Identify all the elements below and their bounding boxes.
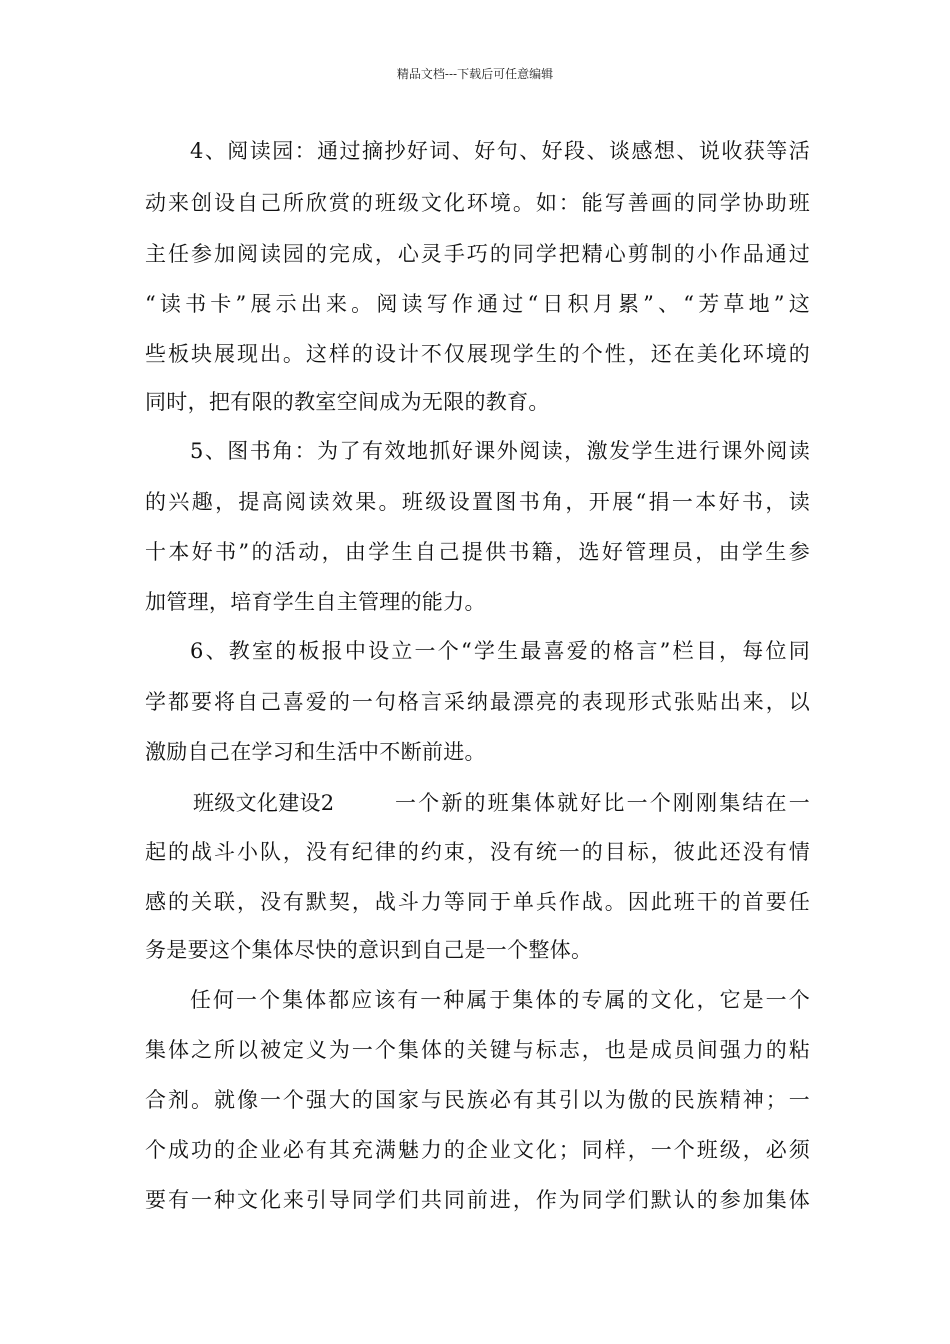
section-heading: 班级文化建设2 [193, 791, 335, 815]
paragraph-line: 感的关联，没有默契，战斗力等同于单兵作战。因此班干的首要任 [145, 890, 810, 914]
paragraph-line: 的兴趣，提高阅读效果。班级设置图书角，开展“捐一本好书，读 [145, 490, 810, 514]
paragraph-line: 同时，把有限的教室空间成为无限的教育。 [145, 390, 550, 414]
paragraph-line: 集体之所以被定义为一个集体的关键与标志，也是成员间强力的粘 [145, 1038, 810, 1062]
paragraph-line: 务是要这个集体尽快的意识到自己是一个整体。 [145, 938, 593, 962]
paragraph-line: 起的战斗小队，没有纪律的约束，没有统一的目标，彼此还没有情 [145, 840, 810, 864]
paragraph-line: 要有一种文化来引导同学们共同前进，作为同学们默认的参加集体 [145, 1188, 810, 1212]
paragraph-line: 加管理，培育学生自主管理的能力。 [145, 590, 486, 614]
page-header: 精品文档---下载后可任意编辑 [396, 67, 554, 81]
paragraph-line: 主任参加阅读园的完成，心灵手巧的同学把精心剪制的小作品通过 [145, 242, 810, 266]
paragraph-line: 5、图书角：为了有效地抓好课外阅读，激发学生进行课外阅读 [190, 439, 810, 463]
paragraph-line: 动来创设自己所欣赏的班级文化环境。如：能写善画的同学协助班 [145, 191, 810, 215]
paragraph-line: 学都要将自己喜爱的一句格言采纳最漂亮的表现形式张贴出来，以 [145, 690, 810, 714]
paragraph-line: 些板块展现出。这样的设计不仅展现学生的个性，还在美化环境的 [145, 342, 810, 366]
paragraph-line: 十本好书”的活动，由学生自己提供书籍，选好管理员，由学生参 [145, 540, 810, 564]
paragraph-line: 任何一个集体都应该有一种属于集体的专属的文化，它是一个 [190, 988, 810, 1012]
paragraph-line: “读书卡”展示出来。阅读写作通过“日积月累”、“芳草地”这 [145, 292, 810, 316]
paragraph-line: 合剂。就像一个强大的国家与民族必有其引以为傲的民族精神；一 [145, 1088, 810, 1112]
paragraph-line: 一个新的班集体就好比一个刚刚集结在一 [395, 791, 810, 815]
paragraph-line: 4、阅读园：通过摘抄好词、好句、好段、谈感想、说收获等活 [190, 139, 810, 163]
paragraph-line: 个成功的企业必有其充满魅力的企业文化；同样，一个班级，必须 [145, 1138, 810, 1162]
paragraph-line: 激励自己在学习和生活中不断前进。 [145, 740, 486, 764]
paragraph-line: 6、教室的板报中设立一个“学生最喜爱的格言”栏目，每位同 [190, 639, 810, 663]
